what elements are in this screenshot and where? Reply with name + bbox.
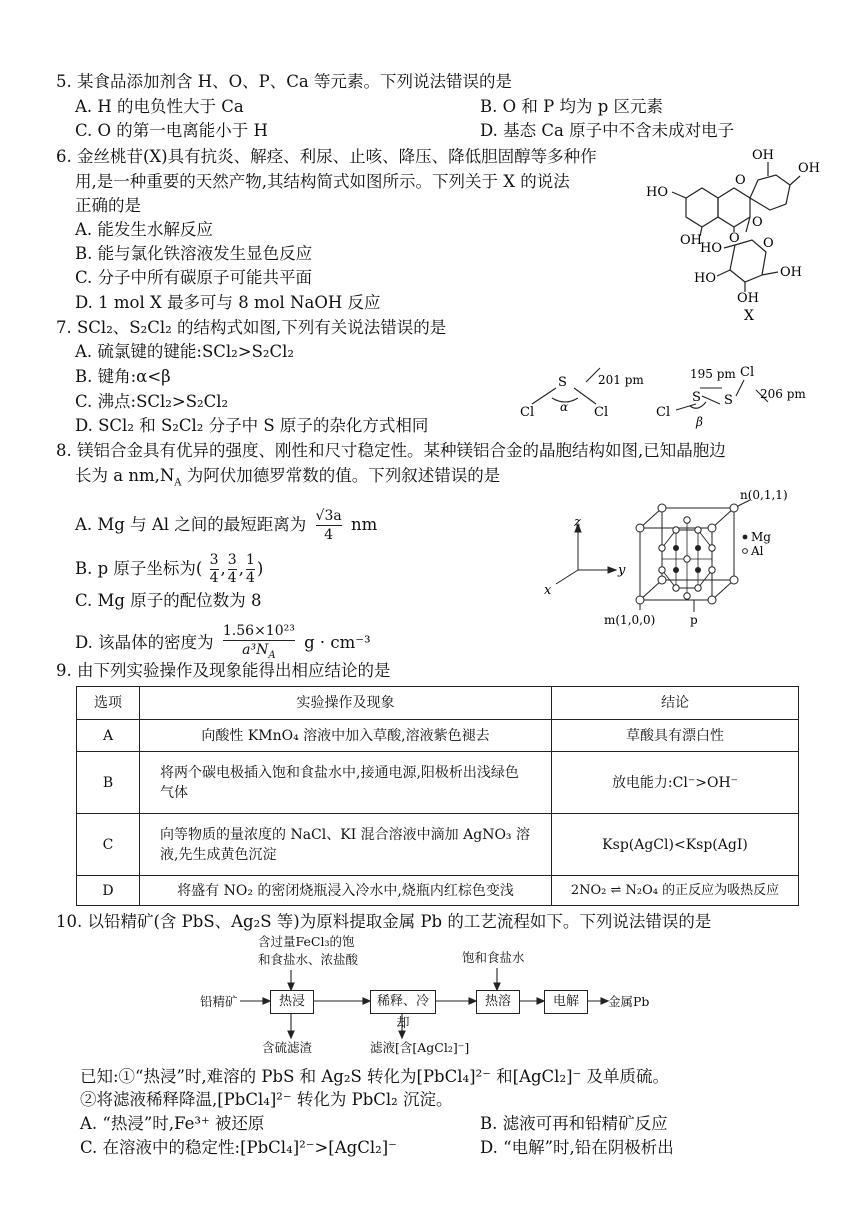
- x-ho-left: HO: [646, 185, 668, 200]
- flow-out1: 含硫滤渣: [262, 1040, 313, 1055]
- q6-option-d: D. 1 mol X 最多可与 8 mol NaOH 反应: [75, 293, 381, 312]
- x-ho-sugar2: HO: [694, 271, 716, 286]
- q10-option-c: C. 在溶液中的稳定性:[PbCl₄]²⁻>[AgCl₂]⁻: [80, 1138, 397, 1157]
- alpha-angle: α: [560, 400, 569, 414]
- scl2-s: S: [558, 375, 567, 390]
- q6-line1: 6. 金丝桃苷(X)具有抗炎、解痉、利尿、止咳、降压、降低胆固醇等多种作: [56, 147, 597, 166]
- scl2-bond-length: 201 pm: [598, 373, 644, 387]
- row-c-operation: 向等物质的量浓度的 NaCl、KI 混合溶液中滴加 AgNO₃ 溶液,先生成黄色沉淀: [140, 814, 552, 876]
- q10-option-a: A. “热浸”时,Fe³⁺ 被还原: [80, 1114, 265, 1133]
- header-conclusion: 结论: [552, 687, 799, 720]
- row-a-operation: 向酸性 KMnO₄ 溶液中加入草酸,溶液紫色褪去: [140, 720, 552, 752]
- row-d-option: D: [77, 876, 140, 906]
- axis-y: y: [618, 563, 626, 578]
- q7-option-d: D. SCl₂ 和 S₂Cl₂ 分子中 S 原子的杂化方式相同: [75, 416, 429, 435]
- q6-line3: 正确的是: [75, 196, 141, 215]
- row-a-conclusion: 草酸具有漂白性: [552, 720, 799, 752]
- x-ho-sugar: HO: [700, 241, 722, 256]
- s2cl2-cl-top: Cl: [740, 365, 755, 380]
- s2cl2-cl-left: Cl: [656, 405, 671, 420]
- flow-box-dilute-cool: 稀释、冷却: [370, 990, 436, 1014]
- flow-reagent1-line2: 和食盐水、浓盐酸: [258, 952, 359, 967]
- x-o-carbonyl: O: [729, 231, 740, 246]
- q7-option-a: A. 硫氯键的键能:SCl₂>S₂Cl₂: [75, 342, 295, 361]
- axis-x: x: [544, 583, 552, 598]
- point-m-label: m(1,0,0): [604, 613, 656, 627]
- row-c-conclusion: Ksp(AgCl)<Ksp(AgI): [552, 814, 799, 876]
- q8-option-b: B. p 原子坐标为( $\frac{3}{4}$ , $\frac{3}{4}$ , $\frac{1}{4}$ ): [75, 552, 264, 586]
- point-p-label: p: [690, 613, 698, 627]
- header-option: 选项: [77, 687, 140, 720]
- q5-stem: 5. 某食品添加剂含 H、O、P、Ca 等元素。下列说法错误的是: [56, 72, 512, 91]
- x-oh-sugar: OH: [780, 265, 802, 280]
- q5-option-b: B. O 和 P 均为 p 区元素: [480, 97, 664, 116]
- q8-option-c: C. Mg 原子的配位数为 8: [75, 591, 262, 610]
- flow-reagent2: 饱和食盐水: [462, 950, 525, 965]
- x-oh2: OH: [798, 161, 820, 176]
- q10-option-b: B. 滤液可再和铅精矿反应: [480, 1114, 668, 1133]
- flow-end: 金属Pb: [608, 994, 650, 1009]
- s2cl2-bond-length-1: 195 pm: [690, 367, 736, 381]
- flow-box-hot-leach: 热浸: [270, 990, 314, 1014]
- legend-al: Al: [751, 544, 764, 558]
- q8-line2: 长为 a $nm,N_A$ 为阿伏加德罗常数的值。下列叙述错误的是: [75, 466, 501, 489]
- q10-known2: ②将滤液稀释降温,[PbCl₄]²⁻ 转化为 PbCl₂ 沉淀。: [80, 1090, 453, 1109]
- row-b-conclusion: 放电能力:Cl⁻>OH⁻: [552, 752, 799, 814]
- q7-option-c: C. 沸点:SCl₂>S₂Cl₂: [75, 392, 229, 411]
- q5-option-d: D. 基态 Ca 原子中不含未成对电子: [480, 121, 735, 140]
- q6-option-a: A. 能发生水解反应: [75, 220, 213, 239]
- row-a-option: A: [77, 720, 140, 752]
- flow-out2: 滤液[含[AgCl₂]⁻]: [370, 1040, 470, 1055]
- q6-option-b: B. 能与氯化铁溶液发生显色反应: [75, 244, 313, 263]
- q8-option-d: D. 该晶体的密度为 $\frac{\text{1.56×10²³}}{a^3N_A}$ g · cm⁻³: [75, 623, 371, 661]
- flow-reagent1-line1: 含过量FeCl₃的饱: [258, 934, 355, 949]
- x-o-link: O: [752, 215, 763, 230]
- x-oh-bottom: OH: [737, 291, 759, 306]
- x-oh-low: OH: [680, 233, 702, 248]
- legend-mg: Mg: [751, 530, 771, 544]
- q7-stem: 7. SCl₂、S₂Cl₂ 的结构式如图,下列有关说法错误的是: [56, 318, 447, 337]
- q6-line2: 用,是一种重要的天然产物,其结构简式如图所示。下列关于 X 的说法: [75, 172, 570, 191]
- axis-z: z: [574, 515, 581, 530]
- q10-stem: 10. 以铅精矿(含 PbS、Ag₂S 等)为原料提取金属 Pb 的工艺流程如下。下列说法错误的是: [56, 912, 712, 931]
- row-b-option: B: [77, 752, 140, 814]
- x-o-ring: O: [735, 173, 746, 188]
- x-label: X: [744, 308, 754, 324]
- s2cl2-s-right: S: [724, 393, 733, 408]
- row-d-operation: 将盛有 NO₂ 的密闭烧瓶浸入冷水中,烧瓶内红棕色变浅: [140, 876, 552, 906]
- flow-start: 铅精矿: [200, 994, 238, 1009]
- q8-option-a: A. Mg 与 Al 之间的最短距离为 $\frac{√3a}{4}$ nm: [75, 508, 378, 543]
- q8-line1: 8. 镁铝合金具有优异的强度、刚性和尺寸稳定性。某种镁铝合金的晶胞结构如图,已知晶胞边: [56, 441, 726, 460]
- q6-option-c: C. 分子中所有碳原子可能共平面: [75, 268, 313, 287]
- q10-option-d: D. “电解”时,铅在阴极析出: [480, 1138, 674, 1157]
- flow-box-electrolysis: 电解: [544, 990, 588, 1014]
- q7-option-b: B. 键角:α<β: [75, 367, 171, 386]
- row-d-conclusion: 2NO₂ ⇌ N₂O₄ 的正反应为吸热反应: [552, 876, 799, 906]
- scl2-cl-left: Cl: [520, 405, 535, 420]
- x-oh1: OH: [752, 148, 774, 163]
- header-operation: 实验操作及现象: [140, 687, 552, 720]
- s2cl2-s-left: S: [692, 390, 701, 405]
- s2cl2-bond-length-2: 206 pm: [760, 387, 806, 401]
- q9-stem: 9. 由下列实验操作及现象能得出相应结论的是: [56, 661, 391, 680]
- q5-option-c: C. O 的第一电离能小于 H: [75, 121, 268, 140]
- beta-angle: β: [696, 415, 703, 429]
- row-b-operation: 将两个碳电极插入饱和食盐水中,接通电源,阳极析出浅绿色气体: [140, 752, 552, 814]
- q10-known1: 已知:①“热浸”时,难溶的 PbS 和 Ag₂S 转化为[PbCl₄]²⁻ 和[AgCl₂]⁻ 及单质硫。: [80, 1067, 669, 1086]
- row-c-option: C: [77, 814, 140, 876]
- point-n-label: n(0,1,1): [740, 488, 788, 502]
- q5-option-a: A. H 的电负性大于 Ca: [75, 97, 244, 116]
- x-o-sugar: O: [763, 236, 774, 251]
- flow-box-hot-dissolve: 热溶: [476, 990, 520, 1014]
- scl2-cl-right: Cl: [594, 405, 609, 420]
